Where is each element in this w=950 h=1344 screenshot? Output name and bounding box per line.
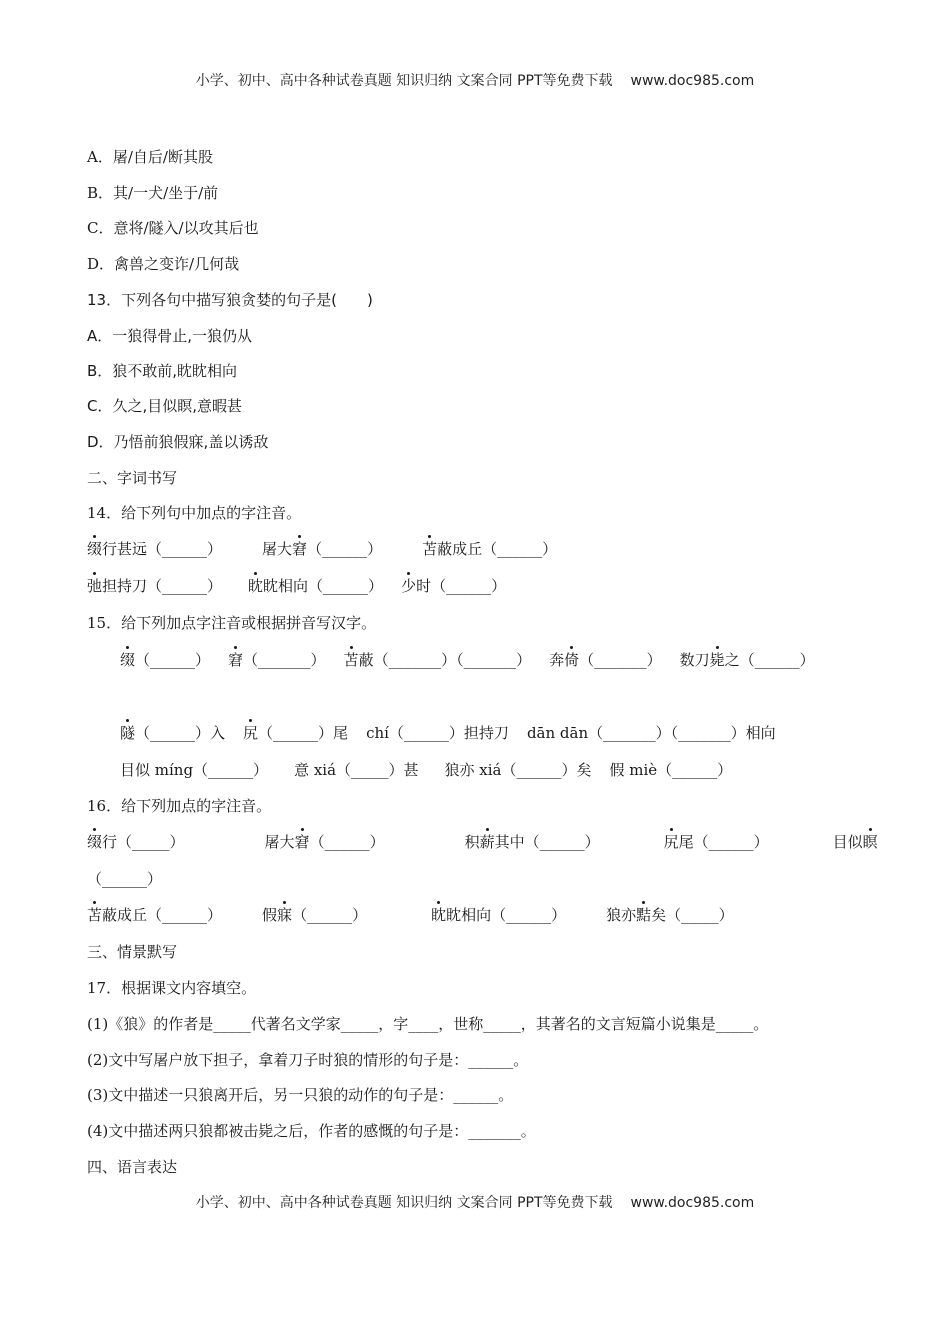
q15-item-text: （______）尾 [258,724,349,742]
q15-item-text: 奔 [549,651,565,669]
dotted-char: 苫 [87,906,103,924]
q16-item-text: 假 [262,906,278,924]
q15-item-text: （_______） [579,651,662,669]
q14-row-1 [87,539,557,559]
dotted-char: 窘 [228,651,244,669]
q16-item-text: （______） [292,906,368,924]
dotted-char: 寐 [277,906,293,924]
q13-option-d: D．乃悟前狼假寐,盖以诱敌 [87,433,269,451]
q12-option-c: C．意将/隧入/以攻其后也 [87,219,259,237]
dotted-char: 少 [401,577,417,595]
q14-item-text: （______） [307,540,383,558]
q16-item-text: 行（_____） [102,833,185,851]
q12-option-b: B．其/一犬/坐于/前 [87,184,219,202]
footer-url[interactable]: www.doc985.com [630,1195,755,1211]
q12-option-d: D．禽兽之变诈/几何哉 [87,255,240,273]
page-footer [0,1192,950,1212]
dotted-char: 隧 [120,724,136,742]
q16-item-text: 矣（_____） [651,906,734,924]
dotted-char: 黠 [636,906,652,924]
dotted-char: 缀 [120,651,136,669]
dotted-char: 眈 [248,577,264,595]
q15-item-text: 蔽（_______）（_______） [358,651,532,669]
q16-item-text: 狼亦 [606,906,637,924]
q16-item-text: 眈相向（______） [446,906,567,924]
q13-option-b: B．狼不敢前,眈眈相向 [87,362,238,380]
dotted-char: 倚 [564,651,580,669]
dotted-char: 瞑 [862,833,878,851]
section-2-heading: 二、字词书写 [87,469,178,487]
dotted-char: 眈 [431,906,447,924]
header-text: 小学、初中、高中各种试卷真题 知识归纳 文案合同 PPT等免费下载 [195,73,613,89]
q16-item-text: （______） [309,833,385,851]
dotted-char: 毙 [709,651,725,669]
q15-row-3 [120,760,732,780]
q15-item-text: 假 miè（______） [609,761,733,779]
q15-item-text: 数刀 [679,651,710,669]
q16-stem: 16．给下列加点的字注音。 [87,797,272,815]
q14-row-2 [87,576,506,596]
q15-item-text: dān dān（_______）（_______）相向 [526,724,776,742]
q15-item-text: 狼亦 xiá（______）矣 [444,761,592,779]
q16-item-text: 屠大 [264,833,295,851]
q14-item-text: 眈相向（______） [263,577,384,595]
q13-option-a: A．一狼得骨止,一狼仍从 [87,327,253,345]
q16-item-text: 其中（______） [494,833,600,851]
footer-text: 小学、初中、高中各种试卷真题 知识归纳 文案合同 PPT等免费下载 [195,1195,613,1211]
q17-stem: 17．根据课文内容填空。 [87,979,257,997]
q17-sentence-2: (2)文中写屠户放下担子，拿着刀子时狼的情形的句子是：______。 [87,1051,529,1069]
q15-item-text: 目似 míng（______） [120,761,269,779]
q15-row-1 [120,650,815,670]
header-url[interactable]: www.doc985.com [630,73,755,89]
dotted-char: 窘 [292,540,308,558]
q17-sentence-1: (1)《狼》的作者是_____代著名文学家_____，字____，世称_____，其著名的文言短篇小说集是_____。 [87,1015,769,1033]
q15-item-text: （_______） [243,651,326,669]
q17-sentence-4: (4)文中描述两只狼都被击毙之后，作者的感慨的句子是：_______。 [87,1122,536,1140]
q14-stem: 14．给下列句中加点的字注音。 [87,504,302,522]
q15-stem: 15．给下列加点字注音或根据拼音写汉字。 [87,614,377,632]
dotted-char: 尻 [243,724,259,742]
q16-item-text: 积 [464,833,480,851]
q16-row-2 [87,905,734,925]
q14-item-text: 蔽成丘（______） [437,540,558,558]
q16-row-1 [87,832,878,852]
q14-item-text: 时（______） [416,577,507,595]
q15-row-2 [120,723,776,743]
dotted-char: 苫 [422,540,438,558]
dotted-char: 弛 [87,577,103,595]
dotted-char: 尻 [663,833,679,851]
q14-item-text: 行甚远（______） [102,540,223,558]
section-4-heading: 四、语言表达 [87,1158,178,1176]
q15-item-text: chí（______）担持刀 [366,724,509,742]
dotted-char: 窘 [294,833,310,851]
q14-item-text: 屠大 [262,540,293,558]
q15-item-text: （______）入 [135,724,226,742]
q14-item-text: 担持刀（______） [102,577,223,595]
q16-item-text: 目似 [832,833,863,851]
q15-item-text: 意 xiá（_____）甚 [294,761,419,779]
q15-item-text: 之（______） [724,651,815,669]
q17-sentence-3: (3)文中描述一只狼离开后，另一只狼的动作的句子是：______。 [87,1086,514,1104]
q13-stem: 13．下列各句中描写狼贪婪的句子是( ) [87,291,373,309]
q16-row-1-continued: （______） [87,870,163,888]
q16-item-text: 尾（______） [678,833,769,851]
q12-option-a: A．屠/自后/断其股 [87,148,213,166]
dotted-char: 缀 [87,833,103,851]
q13-option-c: C．久之,目似瞑,意暇甚 [87,397,243,415]
dotted-char: 苫 [343,651,359,669]
dotted-char: 薪 [479,833,495,851]
section-3-heading: 三、情景默写 [87,943,178,961]
q15-item-text: （______） [135,651,211,669]
dotted-char: 缀 [87,540,103,558]
page-header [0,70,950,90]
q16-item-text: 蔽成丘（______） [102,906,223,924]
